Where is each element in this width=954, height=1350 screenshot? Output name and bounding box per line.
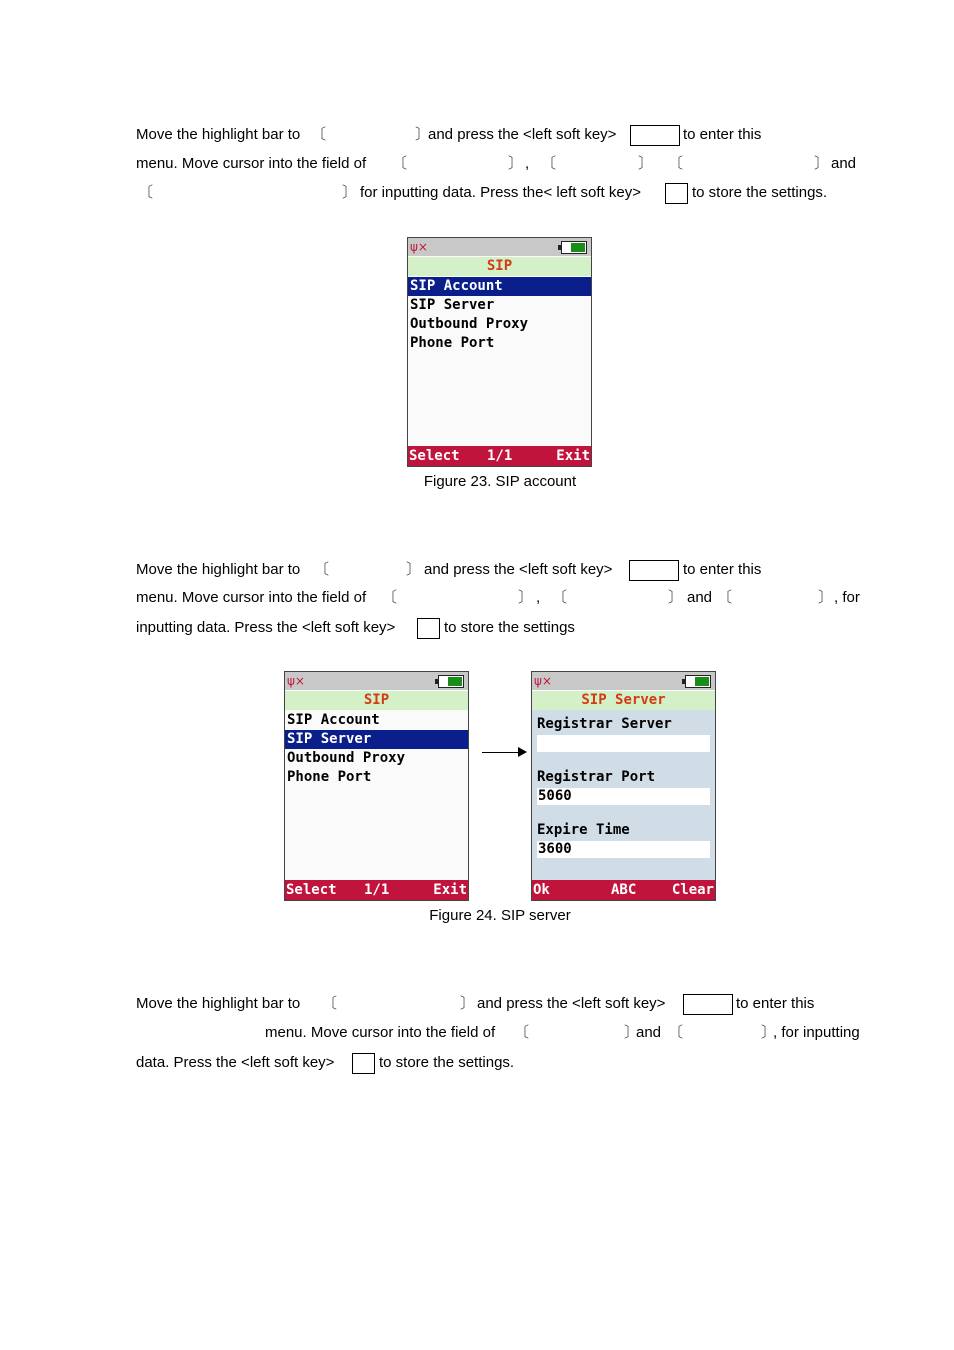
screen-title: SIP xyxy=(285,691,468,710)
para2-line1a: Move the highlight bar to xyxy=(136,561,301,578)
registrar-port-label: Registrar Port xyxy=(537,769,656,785)
menu-item-sip-account[interactable]: SIP Account xyxy=(408,277,591,296)
soft-key-exit[interactable]: Exit xyxy=(556,448,590,464)
menu-item-phone-port[interactable]: Phone Port xyxy=(287,769,372,785)
bracket-close: 〕 xyxy=(668,589,684,606)
menu-item-sip-account[interactable]: SIP Account xyxy=(287,712,380,728)
figure-caption: Figure 24. SIP server xyxy=(429,907,571,924)
registrar-server-field[interactable] xyxy=(537,735,710,752)
status-bar xyxy=(532,672,715,690)
bracket-close: 〕 xyxy=(460,995,476,1012)
soft-key-select[interactable]: Select xyxy=(409,448,460,464)
soft-key-ok[interactable]: Ok xyxy=(533,882,550,898)
sip-menu-screen xyxy=(284,671,469,901)
bracket-close: 〕 xyxy=(761,1024,777,1041)
para2-and: and xyxy=(687,589,713,606)
arrow-head-icon xyxy=(518,747,527,757)
battery-icon xyxy=(685,675,711,688)
para1-comma: , xyxy=(525,155,530,172)
bracket-open: 〔 xyxy=(541,155,557,172)
sip-server-screen xyxy=(531,671,716,901)
bracket-close: 〕 xyxy=(508,155,524,172)
para3-line1b: and press the <left soft key> xyxy=(477,995,666,1012)
battery-icon xyxy=(561,241,587,254)
soft-key-exit[interactable]: Exit xyxy=(433,882,467,898)
menu-item-outbound-proxy[interactable]: Outbound Proxy xyxy=(287,750,406,766)
no-signal-icon: ψ× xyxy=(287,674,305,688)
bracket-close: 〕 xyxy=(814,155,830,172)
menu-item-sip-server[interactable]: SIP Server xyxy=(410,297,495,313)
screen-title: SIP xyxy=(408,257,591,276)
para2-line2a: menu. Move cursor into the field of xyxy=(136,589,367,606)
menu-item-phone-port[interactable]: Phone Port xyxy=(410,335,495,351)
registrar-port-field[interactable]: 5060 xyxy=(537,788,710,805)
registrar-server-label: Registrar Server xyxy=(537,716,672,732)
para1-line1a: Move the highlight bar to xyxy=(136,126,301,143)
bracket-close: 〕 xyxy=(624,1024,640,1041)
menu-item-sip-server[interactable]: SIP Server xyxy=(285,730,468,749)
bracket-open: 〔 xyxy=(668,155,684,172)
soft-key-box xyxy=(683,994,733,1015)
no-signal-icon: ψ× xyxy=(410,240,428,254)
para3-line1c: to enter this xyxy=(736,995,815,1012)
expire-time-field[interactable]: 3600 xyxy=(537,841,710,858)
input-mode-abc[interactable]: ABC xyxy=(611,882,637,898)
para1-line2a: menu. Move cursor into the field of xyxy=(136,155,367,172)
para2-for: , for xyxy=(834,589,860,606)
page-indicator: 1/1 xyxy=(364,882,390,898)
bracket-close: 〕 xyxy=(406,561,422,578)
para3-for-inputting: , for inputting xyxy=(773,1024,860,1041)
soft-key-box xyxy=(630,125,680,146)
soft-key-box xyxy=(629,560,679,581)
menu-item-outbound-proxy[interactable]: Outbound Proxy xyxy=(410,316,529,332)
para1-line1b: and press the <left soft key> xyxy=(428,126,617,143)
sip-menu-screen xyxy=(407,237,592,467)
bracket-open: 〔 xyxy=(392,155,408,172)
bracket-open: 〔 xyxy=(668,1024,684,1041)
screen-title: SIP Server xyxy=(532,691,715,710)
para2-line1b: and press the <left soft key> xyxy=(424,561,613,578)
bracket-open: 〔 xyxy=(382,589,398,606)
bracket-open: 〔 xyxy=(322,995,338,1012)
status-bar xyxy=(408,238,591,256)
para2-line1c: to enter this xyxy=(683,561,762,578)
soft-key-bar xyxy=(285,880,468,900)
bracket-open: 〔 xyxy=(311,126,327,143)
bracket-open: 〔 xyxy=(717,589,733,606)
bracket-open: 〔 xyxy=(138,184,154,201)
para2-line3b: to store the settings xyxy=(444,619,575,636)
status-bar xyxy=(285,672,468,690)
para3-line1a: Move the highlight bar to xyxy=(136,995,301,1012)
bracket-close: 〕 xyxy=(415,126,431,143)
battery-icon xyxy=(438,675,464,688)
bracket-open: 〔 xyxy=(514,1024,530,1041)
arrow-line xyxy=(482,752,520,753)
para1-and: and xyxy=(831,155,857,172)
bracket-close: 〕 xyxy=(638,155,654,172)
expire-time-label: Expire Time xyxy=(537,822,630,838)
para3-line2a: menu. Move cursor into the field of xyxy=(265,1024,496,1041)
bracket-close: 〕 xyxy=(518,589,534,606)
soft-key-box xyxy=(352,1053,375,1074)
para3-line3a: data. Press the <left soft key> xyxy=(136,1054,335,1071)
para1-line3a: for inputting data. Press the< left soft key> xyxy=(360,184,641,201)
para3-and: and xyxy=(636,1024,662,1041)
soft-key-bar xyxy=(532,880,715,900)
para1-line1c: to enter this xyxy=(683,126,762,143)
soft-key-clear[interactable]: Clear xyxy=(671,882,714,898)
para1-line3b: to store the settings. xyxy=(692,184,828,201)
page-indicator: 1/1 xyxy=(487,448,513,464)
para2-comma: , xyxy=(536,589,541,606)
soft-key-box xyxy=(417,618,440,639)
bracket-open: 〔 xyxy=(552,589,568,606)
para2-line3a: inputting data. Press the <left soft key> xyxy=(136,619,396,636)
soft-key-box xyxy=(665,183,688,204)
no-signal-icon: ψ× xyxy=(534,674,552,688)
bracket-close: 〕 xyxy=(342,184,358,201)
soft-key-bar xyxy=(408,446,591,466)
figure-caption: Figure 23. SIP account xyxy=(423,473,577,490)
soft-key-select[interactable]: Select xyxy=(286,882,337,898)
bracket-close: 〕 xyxy=(818,589,834,606)
bracket-open: 〔 xyxy=(314,561,330,578)
para3-line3b: to store the settings. xyxy=(379,1054,515,1071)
